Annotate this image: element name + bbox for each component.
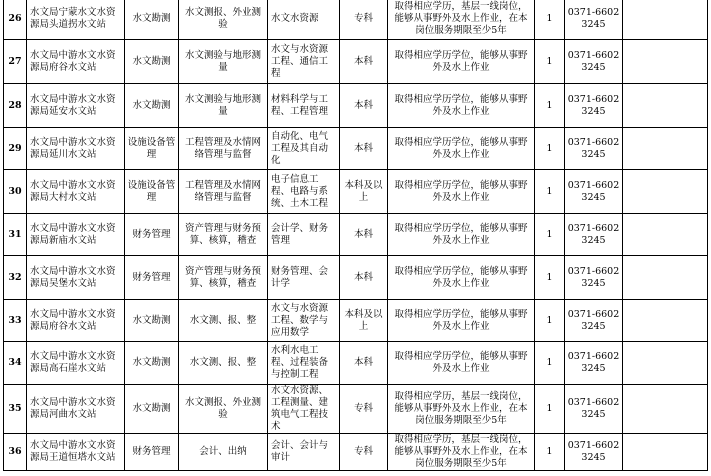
- contact-phone-cell: 0371-66023245: [565, 40, 623, 84]
- job-duty-cell: 工程管理及水情网络管理与监督: [179, 128, 268, 170]
- other-requirement-cell: 取得相应学历学位，能够从事野外及水上作业: [388, 84, 535, 128]
- row-number-cell: 35: [4, 385, 27, 434]
- education-level-cell: 本科: [340, 256, 388, 300]
- table-body: [4, 0, 708, 471]
- remark-cell: [623, 256, 708, 300]
- remark-cell: [623, 84, 708, 128]
- major-requirement-cell: 会计学、财务管理: [268, 214, 340, 256]
- other-requirement-cell: 取得相应学历学位，能够从事野外及水上作业: [388, 300, 535, 342]
- headcount-cell: 1: [535, 0, 565, 40]
- job-duty-cell: 水文测验与地形测量: [179, 40, 268, 84]
- contact-phone-cell: 0371-66023245: [565, 170, 623, 214]
- job-duty-cell: 水文测、报、整: [179, 300, 268, 342]
- remark-cell: [623, 128, 708, 170]
- major-requirement-cell: 会计、会计与审计: [268, 434, 340, 471]
- headcount-cell: 1: [535, 434, 565, 471]
- job-duty-cell: 资产管理与财务预算、核算，稽查: [179, 256, 268, 300]
- headcount-cell: 1: [535, 300, 565, 342]
- remark-cell: [623, 385, 708, 434]
- job-duty-cell: 水文测报、外业测验: [179, 385, 268, 434]
- row-number-cell: 32: [4, 256, 27, 300]
- contact-phone-cell: 0371-66023245: [565, 385, 623, 434]
- headcount-cell: 1: [535, 40, 565, 84]
- remark-cell: [623, 300, 708, 342]
- employer-unit-cell: 水文局宁蒙水文水资源局头道拐水文站: [27, 0, 125, 40]
- headcount-cell: 1: [535, 170, 565, 214]
- remark-cell: [623, 0, 708, 40]
- position-category-cell: 水文勘测: [125, 300, 179, 342]
- contact-phone-cell: 0371-66023245: [565, 214, 623, 256]
- row-number-cell: 30: [4, 170, 27, 214]
- major-requirement-cell: 水文水资源: [268, 0, 340, 40]
- table-row: [4, 0, 708, 40]
- contact-phone-cell: 0371-66023245: [565, 300, 623, 342]
- headcount-cell: 1: [535, 342, 565, 385]
- education-level-cell: 专科: [340, 0, 388, 40]
- remark-cell: [623, 342, 708, 385]
- education-level-cell: 本科: [340, 128, 388, 170]
- table-row: [4, 256, 708, 300]
- job-duty-cell: 会计、出纳: [179, 434, 268, 471]
- job-duty-cell: 工程管理及水情网络管理与监督: [179, 170, 268, 214]
- education-level-cell: 本科: [340, 40, 388, 84]
- employer-unit-cell: 水文局中游水文水资源局高石崖水文站: [27, 342, 125, 385]
- headcount-cell: 1: [535, 214, 565, 256]
- table-row: [4, 84, 708, 128]
- table-row: [4, 214, 708, 256]
- other-requirement-cell: 取得相应学历，基层一线岗位，能够从事野外及水上作业，在本岗位服务期限至少5年: [388, 434, 535, 471]
- position-category-cell: 设施设备管理: [125, 170, 179, 214]
- table-row: [4, 342, 708, 385]
- employer-unit-cell: 水文局中游水文水资源局吴堡水文站: [27, 256, 125, 300]
- contact-phone-cell: 0371-66023245: [565, 342, 623, 385]
- job-duty-cell: 水文测、报、整: [179, 342, 268, 385]
- row-number-cell: 29: [4, 128, 27, 170]
- contact-phone-cell: 0371-66023245: [565, 256, 623, 300]
- job-duty-cell: 水文测验与地形测量: [179, 84, 268, 128]
- education-level-cell: 本科及以上: [340, 170, 388, 214]
- remark-cell: [623, 214, 708, 256]
- employer-unit-cell: 水文局中游水文水资源局延川水文站: [27, 128, 125, 170]
- other-requirement-cell: 取得相应学历学位，能够从事野外及水上作业: [388, 170, 535, 214]
- table-row: [4, 434, 708, 471]
- contact-phone-cell: 0371-66023245: [565, 128, 623, 170]
- position-category-cell: 水文勘测: [125, 342, 179, 385]
- table-row: [4, 128, 708, 170]
- major-requirement-cell: 水文与水资源工程、通信工程: [268, 40, 340, 84]
- row-number-cell: 33: [4, 300, 27, 342]
- headcount-cell: 1: [535, 84, 565, 128]
- education-level-cell: 本科: [340, 342, 388, 385]
- position-category-cell: 水文勘测: [125, 84, 179, 128]
- contact-phone-cell: 0371-66023245: [565, 84, 623, 128]
- position-category-cell: 水文勘测: [125, 40, 179, 84]
- table-row: [4, 170, 708, 214]
- table-row: [4, 300, 708, 342]
- employer-unit-cell: 水文局中游水文水资源局河曲水文站: [27, 385, 125, 434]
- major-requirement-cell: 财务管理、会计学: [268, 256, 340, 300]
- employer-unit-cell: 水文局中游水文水资源局大村水文站: [27, 170, 125, 214]
- headcount-cell: 1: [535, 385, 565, 434]
- major-requirement-cell: 水文与水资源工程、数学与应用数学: [268, 300, 340, 342]
- remark-cell: [623, 40, 708, 84]
- row-number-cell: 28: [4, 84, 27, 128]
- employer-unit-cell: 水文局中游水文水资源局延安水文站: [27, 84, 125, 128]
- row-number-cell: 34: [4, 342, 27, 385]
- education-level-cell: 专科: [340, 385, 388, 434]
- row-number-cell: 36: [4, 434, 27, 471]
- employer-unit-cell: 水文局中游水文水资源局王道恒塔水文站: [27, 434, 125, 471]
- table-row: [4, 40, 708, 84]
- position-category-cell: 设施设备管理: [125, 128, 179, 170]
- position-category-cell: 水文勘测: [125, 385, 179, 434]
- education-level-cell: 本科: [340, 214, 388, 256]
- position-category-cell: 财务管理: [125, 434, 179, 471]
- row-number-cell: 31: [4, 214, 27, 256]
- employer-unit-cell: 水文局中游水文水资源局府谷水文站: [27, 300, 125, 342]
- major-requirement-cell: 自动化、电气工程及其自动化: [268, 128, 340, 170]
- position-category-cell: 财务管理: [125, 214, 179, 256]
- other-requirement-cell: 取得相应学历学位，能够从事野外及水上作业: [388, 342, 535, 385]
- remark-cell: [623, 434, 708, 471]
- other-requirement-cell: 取得相应学历学位，能够从事野外及水上作业: [388, 40, 535, 84]
- recruitment-table: [3, 0, 708, 471]
- other-requirement-cell: 取得相应学历，基层一线岗位，能够从事野外及水上作业，在本岗位服务期限至少5年: [388, 0, 535, 40]
- other-requirement-cell: 取得相应学历，基层一线岗位，能够从事野外及水上作业，在本岗位服务期限至少5年: [388, 385, 535, 434]
- contact-phone-cell: 0371-66023245: [565, 0, 623, 40]
- major-requirement-cell: 电子信息工程、电路与系统、土木工程: [268, 170, 340, 214]
- education-level-cell: 本科: [340, 84, 388, 128]
- row-number-cell: 26: [4, 0, 27, 40]
- position-category-cell: 水文勘测: [125, 0, 179, 40]
- employer-unit-cell: 水文局中游水文水资源局新庙水文站: [27, 214, 125, 256]
- contact-phone-cell: 0371-66023245: [565, 434, 623, 471]
- headcount-cell: 1: [535, 128, 565, 170]
- other-requirement-cell: 取得相应学历学位，能够从事野外及水上作业: [388, 256, 535, 300]
- other-requirement-cell: 取得相应学历学位，能够从事野外及水上作业: [388, 214, 535, 256]
- other-requirement-cell: 取得相应学历学位，能够从事野外及水上作业: [388, 128, 535, 170]
- major-requirement-cell: 水利水电工程、过程装备与控制工程: [268, 342, 340, 385]
- table-row: [4, 385, 708, 434]
- education-level-cell: 本科及以上: [340, 300, 388, 342]
- employer-unit-cell: 水文局中游水文水资源局府谷水文站: [27, 40, 125, 84]
- major-requirement-cell: 材料科学与工程、工程管理: [268, 84, 340, 128]
- remark-cell: [623, 170, 708, 214]
- headcount-cell: 1: [535, 256, 565, 300]
- job-duty-cell: 水文测报、外业测验: [179, 0, 268, 40]
- major-requirement-cell: 水文水资源、工程测量、建筑电气工程技术: [268, 385, 340, 434]
- education-level-cell: 专科: [340, 434, 388, 471]
- row-number-cell: 27: [4, 40, 27, 84]
- position-category-cell: 财务管理: [125, 256, 179, 300]
- job-duty-cell: 资产管理与财务预算、核算，稽查: [179, 214, 268, 256]
